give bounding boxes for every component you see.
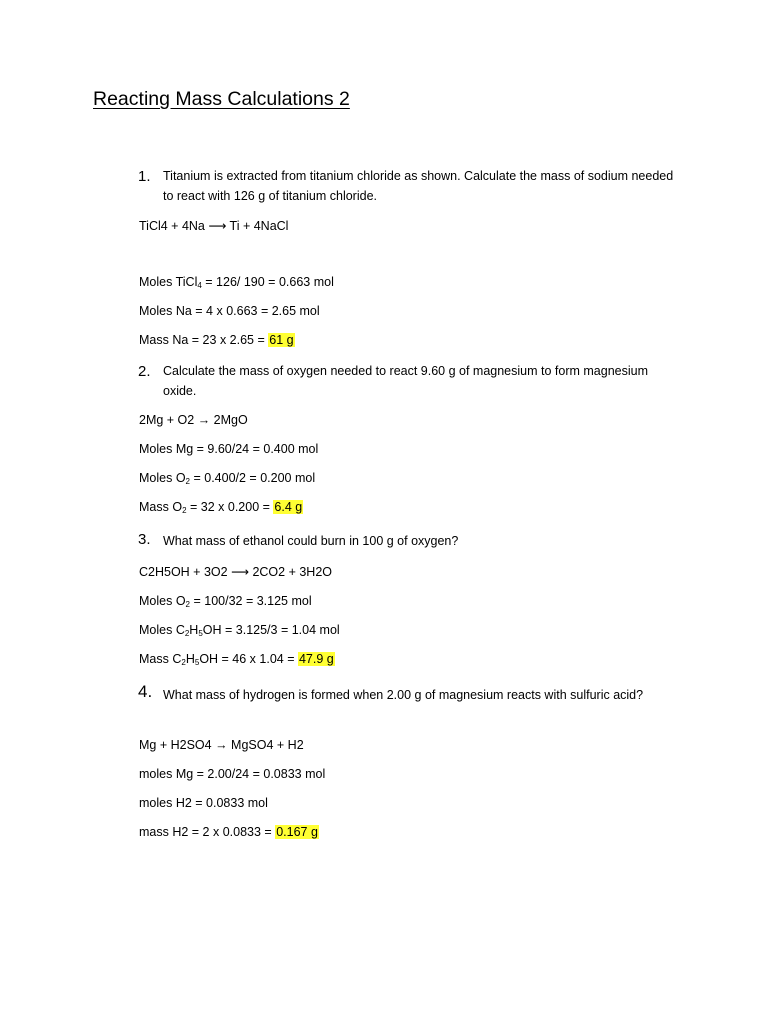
question-3-text: What mass of ethanol could burn in 100 g of oxygen? (163, 534, 459, 548)
question-4-number: 4. (138, 682, 153, 701)
answer-highlight: 47.9 g (298, 652, 334, 666)
question-4-equation: Mg + H2SO4 → MgSO4 + H2 (139, 738, 304, 752)
question-4-moles-mg: moles Mg = 2.00/24 = 0.0833 mol (139, 767, 326, 781)
answer-highlight: 61 g (269, 333, 294, 347)
question-4-mass-h2: mass H2 = 2 x 0.0833 = 0.167 g (139, 825, 318, 839)
question-3-mass-ethanol: Mass $C_2H_5OH = 46$ x 1.04 = 47.9 g (139, 652, 334, 667)
answer-highlight: 6.4 g (274, 500, 303, 514)
question-1-number: 1. (138, 168, 151, 185)
question-1-mass-na: Mass Na = 23 x 2.65 = 61 g (139, 333, 294, 347)
question-4-text: What mass of hydrogen is formed when 2.00 g of magnesium reacts with sulfuric acid? (163, 688, 644, 702)
question-3-number: 3. (138, 531, 151, 548)
question-3-moles-ethanol: Moles $C_2H_5OH = 3.125/3 = 1.04$ mol (139, 623, 340, 638)
question-2-mass-o2: Mass $O_2 = 32$ x 0.200 = 6.4 g (139, 500, 303, 515)
question-1-moles-ticl4: Moles TiCl$_4$ = 126/ 190 = 0.663 mol (139, 275, 334, 290)
question-2-equation: 2Mg + O2 → 2MgO (139, 413, 248, 427)
question-1-moles-na: Moles Na = 4 x 0.663 = 2.65 mol (139, 304, 320, 318)
question-3-moles-o2: Moles $O_2 = 100/32 = 3.125$ mol (139, 594, 312, 609)
page-title: Reacting Mass Calculations 2 (93, 88, 350, 110)
question-4-moles-h2: moles H2 = 0.0833 mol (139, 796, 268, 810)
question-1-text: Titanium is extracted from titanium chloride as shown. Calculate the mass of sodium needed to react with 126 g of titanium chloride. (163, 169, 674, 203)
question-3-equation: C2H5OH + 3O2 ⟶ 2CO2 + 3H2O (139, 565, 332, 579)
question-2-moles-o2: Moles $O_2 = 0.400/2 = 0.200$ mol (139, 471, 316, 486)
question-2-text: Calculate the mass of oxygen needed to react 9.60 g of magnesium to form magnesium oxide. (163, 364, 648, 398)
question-1-equation: TiCl4 + 4Na ⟶ Ti + 4NaCl (139, 219, 289, 233)
question-2-number: 2. (138, 363, 151, 380)
question-2-moles-mg: Moles Mg = 9.60/24 = 0.400 mol (139, 442, 319, 456)
answer-highlight: 0.167 g (276, 825, 318, 839)
